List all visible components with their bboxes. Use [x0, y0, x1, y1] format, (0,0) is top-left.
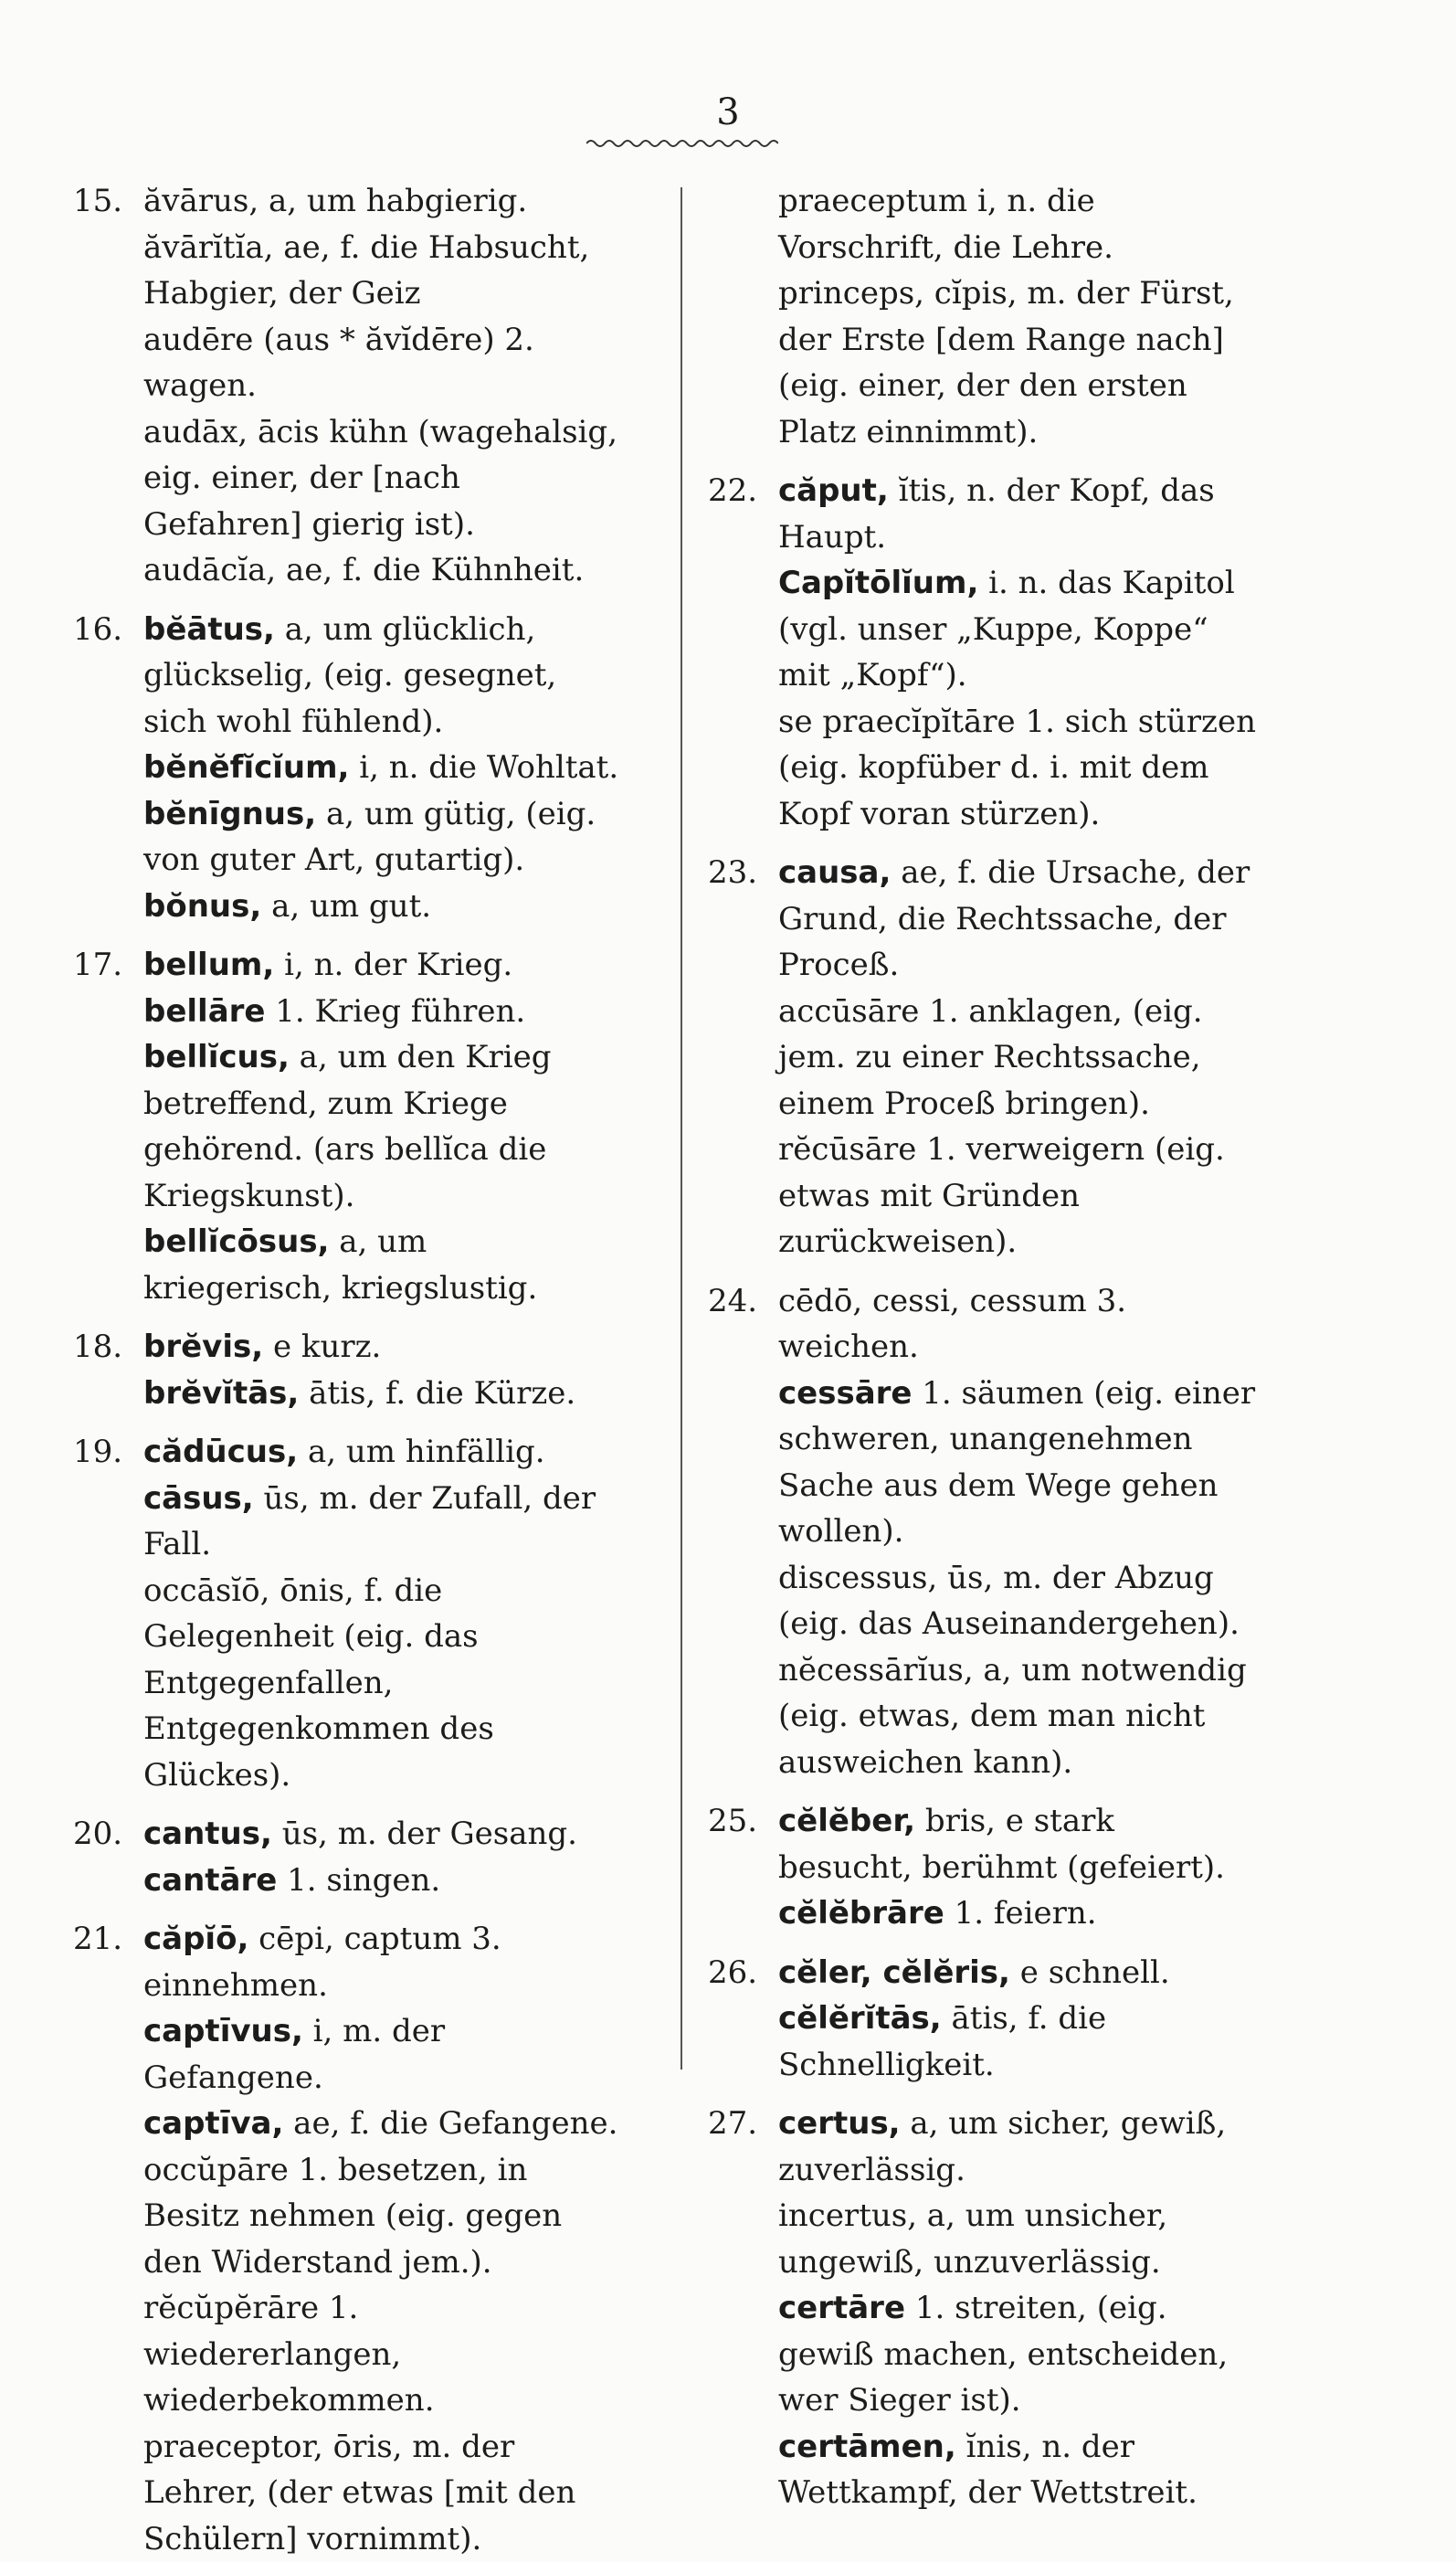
vocab-entry	[73, 1324, 621, 1371]
entry-lemma: bĕnĕfĭcĭum,	[143, 749, 349, 786]
vocab-entry	[73, 745, 621, 791]
entry-spacer	[73, 929, 621, 942]
entry-body	[143, 1034, 621, 1219]
vocab-entry	[708, 1950, 1256, 1996]
entry-body	[778, 1950, 1256, 1996]
entry-body	[778, 1798, 1256, 1890]
entry-body	[143, 317, 621, 409]
entry-body	[778, 270, 1256, 455]
entry-body	[778, 178, 1256, 270]
vocab-entry	[708, 2424, 1256, 2516]
entry-text: praeceptum i, n. die Vorschrift, die Lehre.	[778, 183, 1113, 266]
entry-body	[143, 1429, 621, 1476]
entry-number: 18.	[73, 1324, 139, 1371]
column-divider	[681, 187, 682, 2070]
vocab-entry	[708, 2285, 1256, 2424]
entry-text: 1. streiten, (eig. gewiß machen, entscheiden, wer Sieger ist).	[778, 2290, 1228, 2419]
entry-body	[778, 850, 1256, 989]
entry-body	[778, 989, 1256, 1127]
entry-body	[143, 2101, 621, 2147]
entry-body	[778, 1371, 1256, 1555]
entry-text: a, um den Krieg betreffend, zum Kriege gehörend. (ars bellĭca die Kriegskunst).	[143, 1039, 552, 1214]
entry-body	[778, 2101, 1256, 2193]
entry-body	[778, 1647, 1256, 1786]
entry-body	[143, 1324, 621, 1371]
entry-body	[143, 942, 621, 989]
vocab-entry	[708, 178, 1256, 270]
entry-text: occŭpāre 1. besetzen, in Besitz nehmen (eig. gegen den Widerstand jem.).	[143, 2152, 562, 2281]
entry-text: audēre (aus * ăvĭdēre) 2. wagen.	[143, 322, 534, 405]
entry-body	[143, 1568, 621, 1799]
entry-text: ăvārĭtĭa, ae, f. die Habsucht, Habgier, der Geiz	[143, 229, 589, 312]
entry-text: nĕcessārĭus, a, um notwendig (eig. etwas, dem man nicht ausweichen kann).	[778, 1652, 1247, 1781]
entry-text: incertus, a, um unsicher, ungewiß, unzuverlässig.	[778, 2197, 1167, 2281]
entry-text: a, um gütig, (eig. von guter Art, gutartig).	[143, 796, 596, 879]
entry-body	[778, 1127, 1256, 1265]
entry-number: 15.	[73, 178, 139, 225]
entry-lemma: bĕātus,	[143, 611, 275, 648]
entry-number: 27.	[708, 2101, 774, 2147]
entry-lemma: bellĭcōsus,	[143, 1223, 329, 1260]
entry-body	[143, 225, 621, 317]
entry-number: 20.	[73, 1811, 139, 1858]
entry-body	[143, 989, 621, 1035]
entry-lemma: cădūcus,	[143, 1434, 298, 1470]
vocab-entry	[708, 1996, 1256, 2088]
entry-number: 24.	[708, 1278, 774, 1325]
entry-text: discessus, ūs, m. der Abzug (eig. das Auseinandergehen).	[778, 1560, 1240, 1643]
entry-body	[143, 2008, 621, 2101]
entry-text: ĭnis, n. der Wettkampf, der Wettstreit.	[778, 2429, 1198, 2512]
left-column	[73, 178, 621, 2562]
entry-lemma: causa,	[778, 854, 891, 891]
page-number: 3	[0, 91, 1456, 133]
entry-spacer	[73, 1903, 621, 1916]
entry-body	[143, 2424, 621, 2562]
entry-spacer	[708, 1265, 1256, 1278]
entry-lemma: cĕlĕber,	[778, 1803, 915, 1839]
entry-text: 1. Krieg führen.	[265, 993, 525, 1030]
vocab-entry	[708, 699, 1256, 838]
entry-text: ae, f. die Gefangene.	[283, 2105, 617, 2142]
entry-spacer	[73, 1311, 621, 1324]
entry-text: occāsĭō, ōnis, f. die Gelegenheit (eig. das Entgegenfallen, Entgegenkommen des Glückes).	[143, 1572, 494, 1794]
entry-text: ae, f. die Ursache, der Grund, die Rechtssache, der Proceß.	[778, 854, 1250, 983]
entry-text: i, n. der Krieg.	[274, 947, 512, 983]
entry-body	[778, 2424, 1256, 2516]
entry-lemma: cessāre	[778, 1375, 912, 1412]
vocab-entry	[73, 1858, 621, 1904]
entry-text: praeceptor, ōris, m. der Lehrer, (der etwas [mit den Schülern] vornimmt).	[143, 2429, 575, 2557]
vocab-entry	[708, 1890, 1256, 1937]
entry-text: 1. singen.	[277, 1862, 440, 1899]
entry-text: se praecĭpĭtāre 1. sich stürzen (eig. kopfüber d. i. mit dem Kopf voran stürzen).	[778, 704, 1256, 832]
vocab-entry	[708, 1371, 1256, 1555]
entry-lemma: brĕvis,	[143, 1329, 263, 1365]
entry-body	[143, 1916, 621, 2008]
vocab-entry	[708, 989, 1256, 1127]
entry-body	[778, 468, 1256, 560]
entry-lemma: cĕlĕrĭtās,	[778, 2000, 942, 2037]
vocab-entry	[73, 1916, 621, 2008]
entry-text: e schnell.	[1010, 1954, 1170, 1991]
vocab-entry	[73, 884, 621, 930]
entry-lemma: captīvus,	[143, 2013, 303, 2049]
entry-text: audāx, ācis kühn (wagehalsig, eig. einer, der [nach Gefahren] gierig ist).	[143, 414, 617, 543]
entry-text: ātis, f. die Kürze.	[299, 1375, 575, 1412]
entry-body	[778, 1278, 1256, 1371]
entry-text: e kurz.	[263, 1329, 381, 1365]
entry-body	[778, 560, 1256, 699]
entry-lemma: bŏnus,	[143, 888, 261, 925]
entry-body	[778, 699, 1256, 838]
entry-spacer	[708, 837, 1256, 850]
vocab-entry	[708, 1278, 1256, 1371]
entry-text: i, n. die Wohltat.	[349, 749, 618, 786]
vocab-entry	[73, 317, 621, 409]
vocab-entry	[708, 468, 1256, 560]
entry-body	[143, 547, 621, 594]
entry-text: i, m. der Gefangene.	[143, 2013, 445, 2096]
entry-lemma: bellĭcus,	[143, 1039, 290, 1075]
entry-spacer	[73, 1416, 621, 1429]
entry-number: 26.	[708, 1950, 774, 1996]
entry-lemma: cantus,	[143, 1816, 272, 1852]
entry-text: princeps, cĭpis, m. der Fürst, der Erste [dem Range nach] (eig. einer, der den ersten Platz einnimmt).	[778, 275, 1234, 450]
entry-lemma: cāsus,	[143, 1480, 254, 1517]
entry-lemma: certus,	[778, 2105, 901, 2142]
entry-text: 1. säumen (eig. einer schweren, unangenehmen Sache aus dem Wege gehen wollen).	[778, 1375, 1255, 1551]
vocab-entry	[708, 560, 1256, 699]
entry-body	[778, 1555, 1256, 1647]
entry-body	[143, 1858, 621, 1904]
vocab-entry	[708, 2193, 1256, 2285]
entry-body	[143, 745, 621, 791]
entry-lemma: captīva,	[143, 2105, 283, 2142]
entry-number: 25.	[708, 1798, 774, 1845]
entry-spacer	[708, 455, 1256, 468]
entry-lemma: bĕnīgnus,	[143, 796, 316, 832]
entry-body	[143, 1219, 621, 1311]
entry-body	[778, 1890, 1256, 1937]
entry-text: i. n. das Kapitol (vgl. unser „Kuppe, Koppe“ mit „Kopf“).	[778, 565, 1235, 693]
entry-text: ăvārus, a, um habgierig.	[143, 183, 527, 219]
wavy-ornament	[586, 137, 778, 150]
vocab-entry	[73, 2424, 621, 2562]
entry-body	[143, 409, 621, 548]
entry-body	[778, 2285, 1256, 2424]
entry-text: cēpi, captum 3. einnehmen.	[143, 1921, 501, 2004]
vocab-entry	[73, 2285, 621, 2424]
vocab-entry	[73, 989, 621, 1035]
entry-body	[143, 178, 621, 225]
entry-spacer	[73, 594, 621, 607]
entry-text: a, um hinfällig.	[298, 1434, 544, 1470]
entry-spacer	[73, 1798, 621, 1811]
vocab-entry	[73, 1371, 621, 1417]
entry-text: ūs, m. der Gesang.	[272, 1816, 577, 1852]
vocab-entry	[73, 1219, 621, 1311]
entry-text: ātis, f. die Schnelligkeit.	[778, 2000, 1106, 2083]
entry-number: 23.	[708, 850, 774, 896]
vocab-entry	[73, 2101, 621, 2147]
entry-body	[143, 1811, 621, 1858]
vocab-entry	[73, 2008, 621, 2101]
entry-body	[143, 2147, 621, 2286]
entry-text: accūsāre 1. anklagen, (eig. jem. zu einer Rechtssache, einem Proceß bringen).	[778, 993, 1203, 1122]
entry-text: audācĭa, ae, f. die Kühnheit.	[143, 552, 584, 588]
entry-number: 17.	[73, 942, 139, 989]
entry-text: ĭtis, n. der Kopf, das Haupt.	[778, 472, 1215, 556]
entry-text: a, um kriegerisch, kriegslustig.	[143, 1223, 537, 1307]
entry-text: a, um sicher, gewiß, zuverlässig.	[778, 2105, 1226, 2188]
entry-lemma: cĕler, cĕlĕris,	[778, 1954, 1010, 1991]
entry-lemma: căput,	[778, 472, 889, 509]
entry-lemma: cantāre	[143, 1862, 277, 1899]
entry-lemma: căpĭō,	[143, 1921, 248, 1957]
vocab-entry	[73, 942, 621, 989]
entry-lemma: bellum,	[143, 947, 274, 983]
entry-number: 21.	[73, 1916, 139, 1963]
right-column	[708, 178, 1256, 2516]
vocab-entry	[708, 270, 1256, 455]
vocab-entry	[73, 791, 621, 884]
entry-spacer	[708, 1785, 1256, 1798]
entry-lemma: certāre	[778, 2290, 905, 2326]
entry-text: ūs, m. der Zufall, der Fall.	[143, 1480, 596, 1563]
entry-lemma: brĕvĭtās,	[143, 1375, 299, 1412]
vocab-entry	[708, 1127, 1256, 1265]
vocab-entry	[73, 178, 621, 225]
vocab-entry	[73, 409, 621, 548]
vocab-entry	[73, 2147, 621, 2286]
entry-text: rĕcŭpĕrāre 1. wiedererlangen, wiederbekommen.	[143, 2290, 435, 2419]
vocab-entry	[708, 1798, 1256, 1890]
entry-number: 22.	[708, 468, 774, 514]
vocab-entry	[708, 1647, 1256, 1786]
entry-text: a, um gut.	[261, 888, 431, 925]
entry-text: 1. feiern.	[944, 1895, 1097, 1932]
entry-number: 16.	[73, 607, 139, 653]
entry-lemma: certāmen,	[778, 2429, 956, 2465]
vocab-entry	[73, 607, 621, 746]
entry-body	[143, 607, 621, 746]
vocab-entry	[73, 1429, 621, 1476]
entry-number: 19.	[73, 1429, 139, 1476]
entry-lemma: bellāre	[143, 993, 265, 1030]
entry-body	[778, 1996, 1256, 2088]
entry-text: cēdō, cessi, cessum 3. weichen.	[778, 1283, 1126, 1366]
vocab-entry	[708, 850, 1256, 989]
entry-spacer	[708, 1937, 1256, 1950]
entry-body	[143, 1371, 621, 1417]
vocab-entry	[708, 1555, 1256, 1647]
entry-spacer	[708, 2088, 1256, 2101]
vocab-entry	[73, 1476, 621, 1568]
entry-body	[143, 791, 621, 884]
vocab-entry	[73, 1034, 621, 1219]
entry-body	[778, 2193, 1256, 2285]
entry-lemma: Capĭtōlĭum,	[778, 565, 978, 601]
entry-lemma: cĕlĕbrāre	[778, 1895, 944, 1932]
vocab-entry	[73, 1811, 621, 1858]
entry-body	[143, 884, 621, 930]
vocab-entry	[73, 547, 621, 594]
vocab-entry	[73, 1568, 621, 1799]
entry-text: rĕcūsāre 1. verweigern (eig. etwas mit Gründen zurückweisen).	[778, 1131, 1225, 1260]
vocab-entry	[708, 2101, 1256, 2193]
entry-body	[143, 1476, 621, 1568]
entry-text: a, um glücklich, glückselig, (eig. gesegnet, sich wohl fühlend).	[143, 611, 556, 740]
entry-body	[143, 2285, 621, 2424]
entry-text: bris, e stark besucht, berühmt (gefeiert).	[778, 1803, 1225, 1886]
vocab-entry	[73, 225, 621, 317]
